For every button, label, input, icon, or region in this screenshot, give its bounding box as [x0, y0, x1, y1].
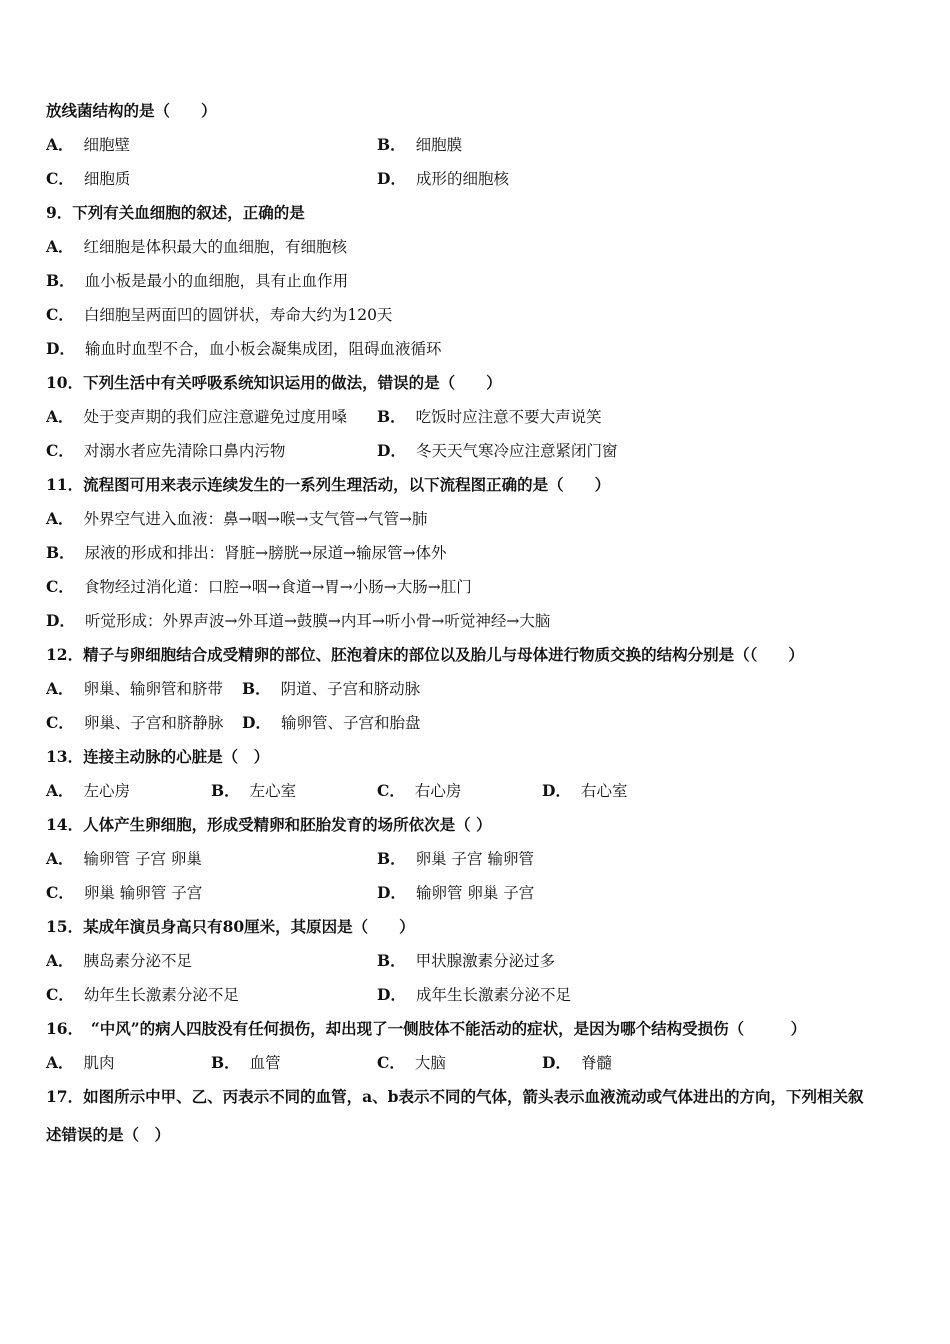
q15-stem: 15．某成年演员身高只有80厘米，其原因是（ ） — [46, 917, 415, 936]
q11-stem: 11．流程图可用来表示连续发生的一系列生理活动，以下流程图正确的是（ ） — [46, 475, 611, 494]
q12-option-c: C． 卵巢、子宫和脐静脉 — [46, 713, 224, 732]
q14-option-b: B． 卵巢 子宫 输卵管 — [377, 849, 534, 868]
q12-option-d: D． 输卵管、子宫和胎盘 — [242, 713, 421, 732]
q11-option-a: A． 外界空气进入血液：鼻→咽→喉→支气管→气管→肺 — [46, 509, 428, 528]
q9-option-c: C． 白细胞呈两面凹的圆饼状，寿命大约为120天 — [46, 305, 393, 324]
q8-option-d: D． 成形的细胞核 — [377, 169, 509, 188]
q16-stem: 16． “中风”的病人四肢没有任何损伤，却出现了一侧肢体不能活动的症状，是因为哪个结构受损伤（ ） — [46, 1019, 807, 1038]
q13-stem: 13．连接主动脉的心脏是（ ） — [46, 747, 270, 766]
q11-option-b: B． 尿液的形成和排出：肾脏→膀胱→尿道→输尿管→体外 — [46, 543, 447, 562]
q11-option-c: C． 食物经过消化道：口腔→咽→食道→胃→小肠→大肠→肛门 — [46, 577, 472, 596]
q9-stem: 9．下列有关血细胞的叙述，正确的是 — [46, 203, 305, 222]
q11-option-d: D． 听觉形成：外界声波→外耳道→鼓膜→内耳→听小骨→听觉神经→大脑 — [46, 611, 551, 630]
q14-option-a: A． 输卵管 子宫 卵巢 — [46, 849, 202, 868]
q8-option-a: A． 细胞壁 — [46, 135, 131, 154]
q15-option-c: C． 幼年生长激素分泌不足 — [46, 985, 239, 1004]
q14-stem: 14．人体产生卵细胞，形成受精卵和胚胎发育的场所依次是（ ） — [46, 815, 492, 834]
q9-option-d: D． 输血时血型不合，血小板会凝集成团，阻碍血液循环 — [46, 339, 442, 358]
q8-stem: 放线菌结构的是（ ） — [46, 101, 217, 120]
q10-stem: 10．下列生活中有关呼吸系统知识运用的做法，错误的是（ ） — [46, 373, 502, 392]
q12-option-a: A． 卵巢、输卵管和脐带 — [46, 679, 224, 698]
q12-stem: 12．精子与卵细胞结合成受精卵的部位、胚泡着床的部位以及胎儿与母体进行物质交换的结构分别是（（ ） — [46, 645, 804, 664]
q9-option-a: A． 红细胞是体积最大的血细胞，有细胞核 — [46, 237, 348, 256]
q10-option-b: B． 吃饭时应注意不要大声说笑 — [377, 407, 602, 426]
q13-option-d: D． 右心室 — [542, 781, 628, 800]
q9-option-b: B． 血小板是最小的血细胞，具有止血作用 — [46, 271, 349, 290]
q16-option-b: B． 血管 — [211, 1053, 281, 1072]
q16-option-a: A． 肌肉 — [46, 1053, 115, 1072]
q16-option-c: C． 大脑 — [377, 1053, 446, 1072]
q10-option-c: C． 对溺水者应先清除口鼻内污物 — [46, 441, 286, 460]
q15-option-d: D． 成年生长激素分泌不足 — [377, 985, 571, 1004]
q8-option-c: C． 细胞质 — [46, 169, 131, 188]
q13-option-c: C． 右心房 — [377, 781, 462, 800]
q8-option-b: B． 细胞膜 — [377, 135, 463, 154]
q17-stem-line1: 17．如图所示中甲、乙、丙表示不同的血管，a、b表示不同的气体，箭头表示血液流动或气体进出的方向，下列相关叙 — [46, 1087, 864, 1106]
q14-option-c: C． 卵巢 输卵管 子宫 — [46, 883, 203, 902]
q14-option-d: D． 输卵管 卵巢 子宫 — [377, 883, 535, 902]
q16-option-d: D． 脊髓 — [542, 1053, 612, 1072]
q17-stem-line2: 述错误的是（ ） — [46, 1125, 171, 1144]
q10-option-d: D． 冬天天气寒冷应注意紧闭门窗 — [377, 441, 618, 460]
q12-option-b: B． 阴道、子宫和脐动脉 — [242, 679, 421, 698]
q15-option-a: A． 胰岛素分泌不足 — [46, 951, 193, 970]
q13-option-b: B． 左心室 — [211, 781, 297, 800]
q10-option-a: A． 处于变声期的我们应注意避免过度用嗓 — [46, 407, 348, 426]
q15-option-b: B． 甲状腺激素分泌过多 — [377, 951, 556, 970]
q13-option-a: A． 左心房 — [46, 781, 131, 800]
